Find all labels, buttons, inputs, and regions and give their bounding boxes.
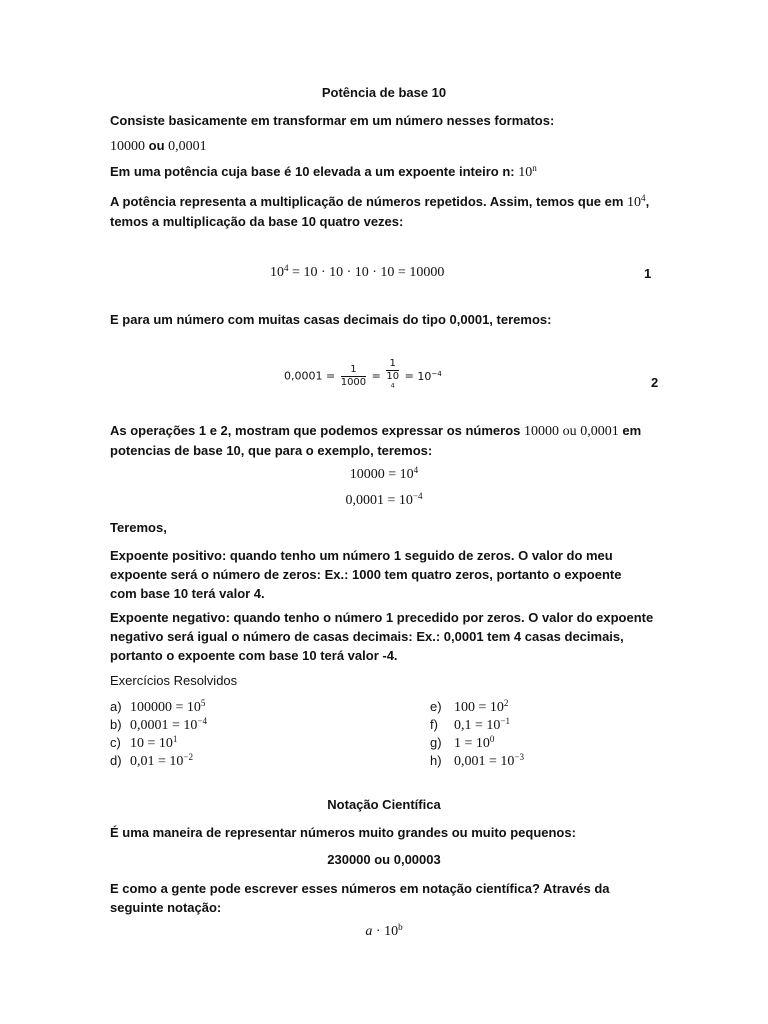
sci-title: Notação Científica [327,797,441,812]
exercise-label: e) [430,699,442,714]
fraction-2: 1 10 $^4$ [386,358,400,390]
format-conj: ou [148,138,165,153]
exercise-expression: $0,01 = 10^{-2}$ [130,752,194,769]
formats-line [110,138,207,155]
exercise-label: a) [110,699,122,714]
exercise-item [430,753,524,770]
exercise-item [110,735,177,752]
exercise-item [430,699,508,716]
page-title: Potência de base 10 [321,85,447,100]
exercise-expression: $0,001 = 10^{-3}$ [454,752,525,769]
exercise-item [430,717,510,734]
exercise-label: d) [110,753,122,768]
decimal-intro: E para um número com muitas casas decimais do tipo 0,0001, teremos: [110,312,552,327]
sci-intro: É uma maneira de representar números muito grandes ou muito pequenos: [110,825,576,840]
definition-line [110,164,537,181]
repeated-paragraph: A potência representa a multiplicação de números repetidos. Assim, temos que em $10^4$, temos a multiplicação da base 10 quatro vezes: [110,193,650,229]
format-a: 10000 [110,139,145,154]
exercise-label: g) [430,735,442,750]
exercise-expression: $0,0001 = 10^{-4}$ [130,716,208,733]
exercise-label: c) [110,735,121,750]
exercise-expression: $1 = 10^0$ [454,734,495,751]
exercise-expression: $0,1 = 10^{-1}$ [454,716,511,733]
sci-question: E como a gente pode escrever esses números em notação científica? Através da seguinte notação: [110,881,610,915]
result-1: $10000 = 10^4$ [349,465,419,482]
exercise-label: h) [430,753,442,768]
exercise-label: f) [430,717,438,732]
fraction-1: $\frac{1}{1000}$ [340,364,367,388]
negative-exponent-paragraph: Expoente negativo: quando tenho o número 1 precedido por zeros. O valor do expoente negativo será igual o número de casas decimais: Ex.: 0,0001 tem 4 casas decimais, portanto o expoente com base 10 terá valor -4. [110,610,654,663]
exercise-item [110,717,207,734]
intro-text: Consiste basicamente em transformar em um número nesses formatos: [110,113,555,128]
result-2: $0,0001 = 10^{-4}$ [345,491,423,508]
sci-formula: $a \cdot 10^b$ [365,922,403,939]
exercise-expression: $100000 = 10^5$ [130,698,206,715]
positive-exponent-paragraph: Expoente positivo: quando tenho um número 1 seguido de zeros. O valor do meu expoente será o número de zeros: Ex.: 1000 tem quatro zeros, portanto o expoente com base 10 terá valor 4. [110,548,622,601]
definition-text: Em uma potência cuja base é 10 elevada a um expoente inteiro n: [110,164,515,179]
exercise-label: b) [110,717,122,732]
equation-1-number: 1 [644,266,652,281]
exercises-title: Exercícios Resolvidos [110,673,238,688]
definition-power: 10$^n$ [518,163,537,180]
format-b: 0,0001 [168,139,207,154]
equation-2: 0,0001 = $\frac{1}{1000}$ = 1 10 $^4$ = $10^{-4}$ [284,358,442,395]
operations-paragraph: As operações 1 e 2, mostram que podemos expressar os números 10000 ou 0,0001 em potencias de base 10, que para o exemplo, teremos: [110,423,642,458]
equation-2-number: 2 [651,375,659,390]
exercise-item [430,735,494,752]
exercise-item [110,753,193,770]
equation-1: $10^4 = 10 \cdot 10 \cdot 10 \cdot 10 = 10000$ [270,263,445,280]
sci-examples: 230000 ou 0,00003 [327,852,441,867]
exercise-expression: $100 = 10^2$ [454,698,509,715]
exercise-expression: $10 = 10^1$ [130,734,178,751]
exercise-item [110,699,205,716]
teremos-label: Teremos, [110,520,167,535]
